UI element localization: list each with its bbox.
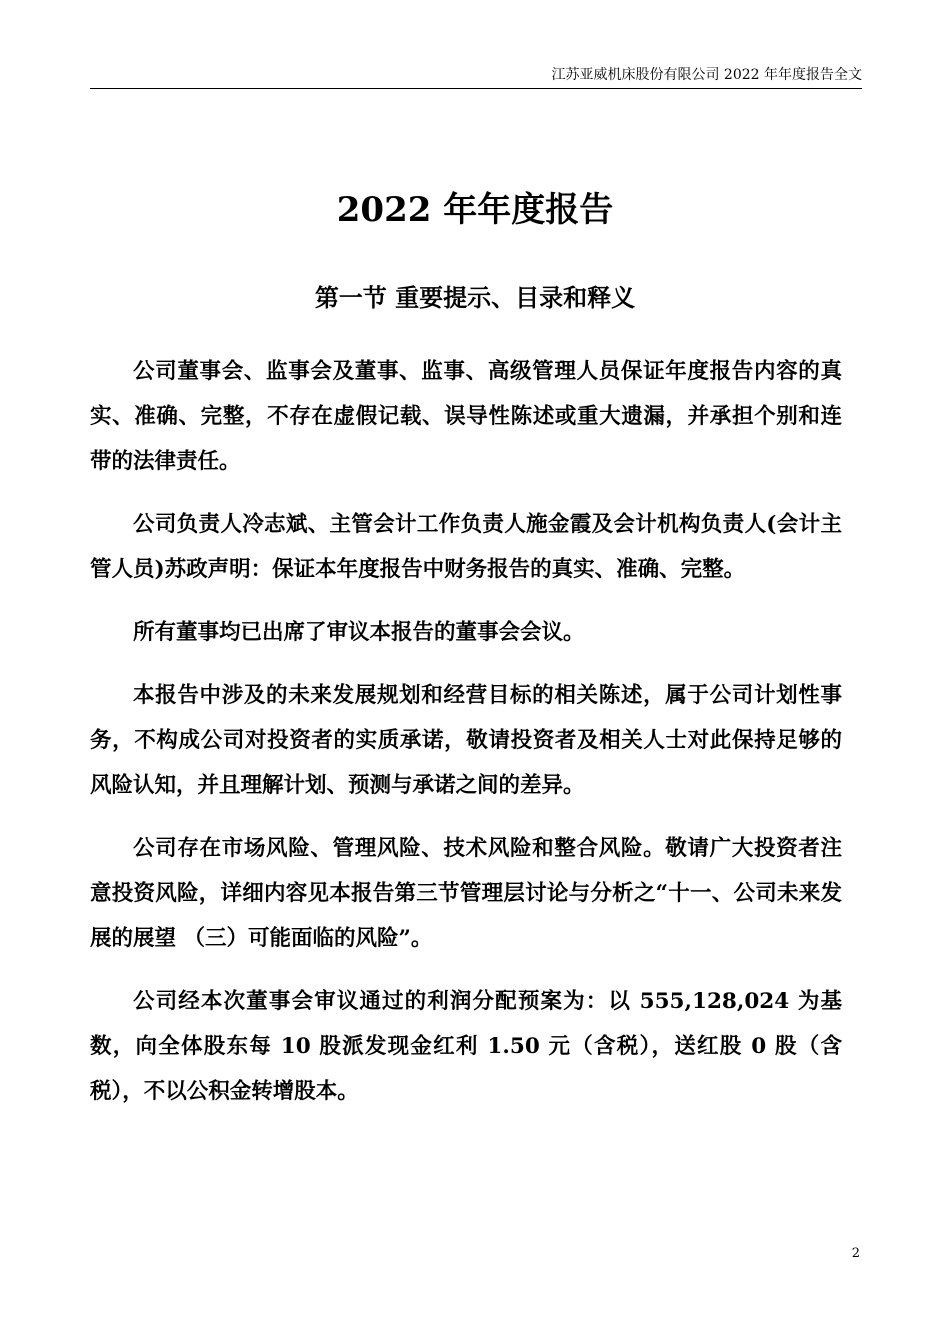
paragraph-forward-looking-disclaimer: 本报告中涉及的未来发展规划和经营目标的相关陈述，属于公司计划性事务，不构成公司对投资者的实质承诺，敬请投资者及相关人士对此保持足够的风险认知，并且理解计划、预测与承诺之间的差异。 xyxy=(90,683,842,798)
paragraph-profit-distribution: 公司经本次董事会审议通过的利润分配预案为：以 555,128,024 为基数，向全体股东每 10 股派发现金红利 1.50 元（含税），送红股 0 股（含税），不以公积金转增股本。 xyxy=(90,989,842,1104)
section-title: 第一节 重要提示、目录和释义 xyxy=(314,283,636,312)
header-divider xyxy=(90,88,862,89)
paragraph-responsibility-statement: 公司董事会、监事会及董事、监事、高级管理人员保证年度报告内容的真实、准确、完整，不存在虚假记载、误导性陈述或重大遗漏，并承担个别和连带的法律责任。 xyxy=(90,359,842,474)
page-number: 2 xyxy=(851,1246,860,1261)
paragraph-risk-warning: 公司存在市场风险、管理风险、技术风险和整合风险。敬请广大投资者注意投资风险，详细内容见本报告第三节管理层讨论与分析之“十一、公司未来发展的展望 （三）可能面临的风险”。 xyxy=(90,836,842,951)
running-header: 江苏亚威机床股份有限公司 2022 年年度报告全文 xyxy=(551,67,862,83)
paragraph-officer-declaration: 公司负责人冷志斌、主管会计工作负责人施金霞及会计机构负责人(会计主管人员)苏政声明：保证本年度报告中财务报告的真实、准确、完整。 xyxy=(90,512,842,582)
body-text xyxy=(90,349,842,1132)
document-title: 2022 年年度报告 xyxy=(336,190,614,230)
paragraph-board-attendance: 所有董事均已出席了审议本报告的董事会会议。 xyxy=(133,620,585,645)
